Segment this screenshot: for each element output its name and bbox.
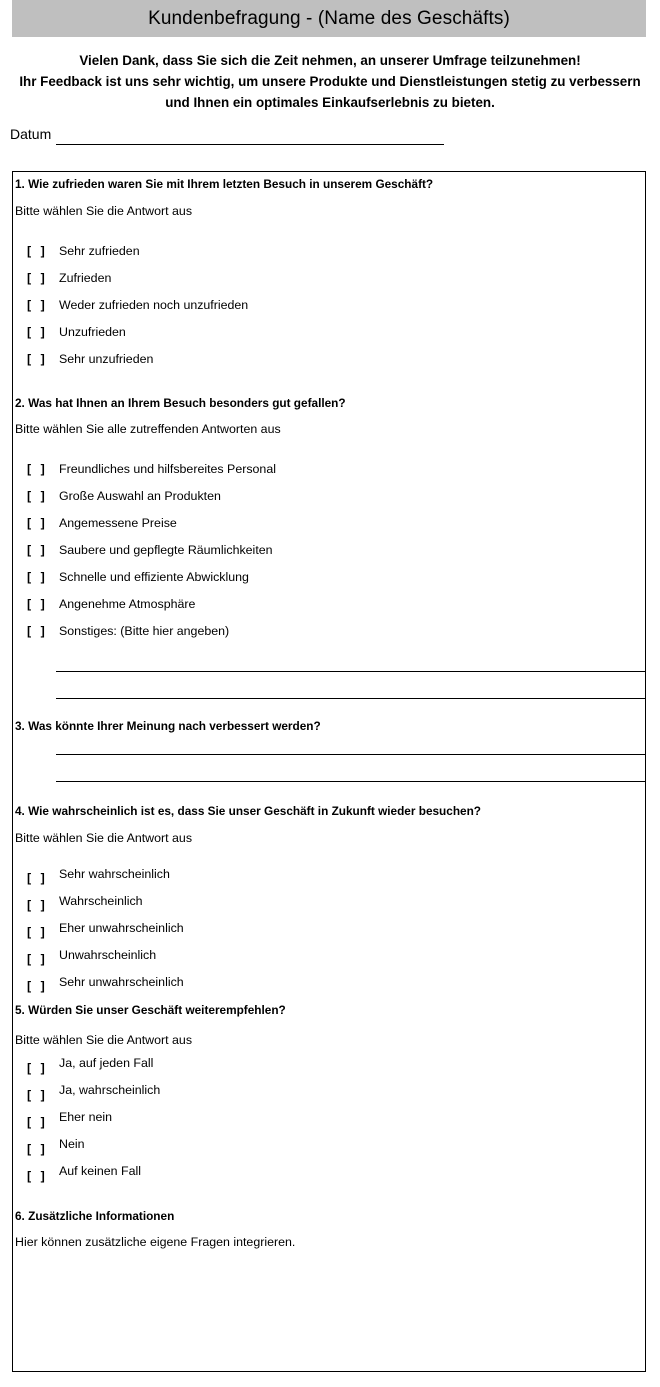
survey-title-bar	[12, 0, 646, 37]
checkbox[interactable]: [ ]	[27, 952, 48, 966]
checkbox[interactable]: [ ]	[27, 979, 48, 993]
question-4-hint: Bitte wählen Sie die Antwort aus	[15, 831, 193, 845]
option-label: Sehr zufrieden	[59, 244, 140, 258]
checkbox[interactable]: [ ]	[27, 298, 48, 312]
checkbox[interactable]: [ ]	[27, 570, 48, 584]
option-label: Eher unwahrscheinlich	[59, 921, 184, 935]
answer-line[interactable]	[56, 754, 646, 755]
question-2: 2. Was hat Ihnen an Ihrem Besuch besonders gut gefallen?	[15, 396, 346, 410]
checkbox[interactable]: [ ]	[27, 244, 48, 258]
option-label: Weder zufrieden noch unzufrieden	[59, 298, 249, 312]
question-5: 5. Würden Sie unser Geschäft weiterempfehlen?	[15, 1003, 286, 1017]
intro-line-2: Ihr Feedback ist uns sehr wichtig, um unsere Produkte und Dienstleistungen stetig zu verbessern	[19, 74, 641, 89]
checkbox[interactable]: [ ]	[27, 925, 48, 939]
option-label: Eher nein	[59, 1110, 113, 1124]
option-label: Wahrscheinlich	[59, 894, 143, 908]
checkbox[interactable]: [ ]	[27, 871, 48, 885]
question-1: 1. Wie zufrieden waren Sie mit Ihrem letzten Besuch in unserem Geschäft?	[15, 177, 434, 191]
additional-info-area[interactable]	[13, 1258, 645, 1370]
option-label: Ja, wahrscheinlich	[59, 1083, 161, 1097]
checkbox[interactable]: [ ]	[27, 597, 48, 611]
option-label: Schnelle und effiziente Abwicklung	[59, 570, 249, 584]
checkbox[interactable]: [ ]	[27, 1061, 48, 1075]
question-4: 4. Wie wahrscheinlich ist es, dass Sie unser Geschäft in Zukunft wieder besuchen?	[15, 804, 482, 818]
option-label: Sonstiges: (Bitte hier angeben)	[59, 624, 230, 638]
option-label: Saubere und gepflegte Räumlichkeiten	[59, 543, 273, 557]
question-6-hint: Hier können zusätzliche eigene Fragen integrieren.	[15, 1235, 296, 1249]
intro-line-1: Vielen Dank, dass Sie sich die Zeit nehmen, an unserer Umfrage teilzunehmen!	[79, 53, 581, 68]
option-label: Ja, auf jeden Fall	[59, 1056, 154, 1070]
question-3: 3. Was könnte Ihrer Meinung nach verbessert werden?	[15, 719, 321, 733]
checkbox[interactable]: [ ]	[27, 624, 48, 638]
answer-line[interactable]	[56, 781, 646, 782]
question-2-hint: Bitte wählen Sie alle zutreffenden Antworten aus	[15, 422, 281, 436]
option-label: Angemessene Preise	[59, 516, 177, 530]
checkbox[interactable]: [ ]	[27, 898, 48, 912]
checkbox[interactable]: [ ]	[27, 271, 48, 285]
option-label: Freundliches und hilfsbereites Personal	[59, 462, 276, 476]
option-label: Große Auswahl an Produkten	[59, 489, 221, 503]
checkbox[interactable]: [ ]	[27, 325, 48, 339]
survey-title: Kundenbefragung - (Name des Geschäfts)	[148, 7, 510, 29]
question-6: 6. Zusätzliche Informationen	[15, 1209, 175, 1223]
option-label: Angenehme Atmosphäre	[59, 597, 196, 611]
checkbox[interactable]: [ ]	[27, 516, 48, 530]
option-label: Unzufrieden	[59, 325, 126, 339]
question-5-hint: Bitte wählen Sie die Antwort aus	[15, 1033, 193, 1047]
date-input-line[interactable]	[56, 144, 444, 145]
option-label: Sehr wahrscheinlich	[59, 867, 170, 881]
checkbox[interactable]: [ ]	[27, 543, 48, 557]
option-label: Sehr unzufrieden	[59, 352, 154, 366]
option-label: Sehr unwahrscheinlich	[59, 975, 184, 989]
answer-line[interactable]	[56, 698, 646, 699]
checkbox[interactable]: [ ]	[27, 1169, 48, 1183]
question-1-hint: Bitte wählen Sie die Antwort aus	[15, 204, 193, 218]
checkbox[interactable]: [ ]	[27, 462, 48, 476]
option-label: Unwahrscheinlich	[59, 948, 157, 962]
checkbox[interactable]: [ ]	[27, 1088, 48, 1102]
checkbox[interactable]: [ ]	[27, 489, 48, 503]
option-label: Zufrieden	[59, 271, 112, 285]
answer-line[interactable]	[56, 671, 646, 672]
option-label: Nein	[59, 1137, 85, 1151]
option-label: Auf keinen Fall	[59, 1164, 141, 1178]
intro-text	[0, 50, 660, 113]
checkbox[interactable]: [ ]	[27, 1115, 48, 1129]
checkbox[interactable]: [ ]	[27, 352, 48, 366]
intro-line-3: und Ihnen ein optimales Einkaufserlebnis zu bieten.	[165, 95, 495, 110]
checkbox[interactable]: [ ]	[27, 1142, 48, 1156]
date-label: Datum	[10, 126, 52, 142]
